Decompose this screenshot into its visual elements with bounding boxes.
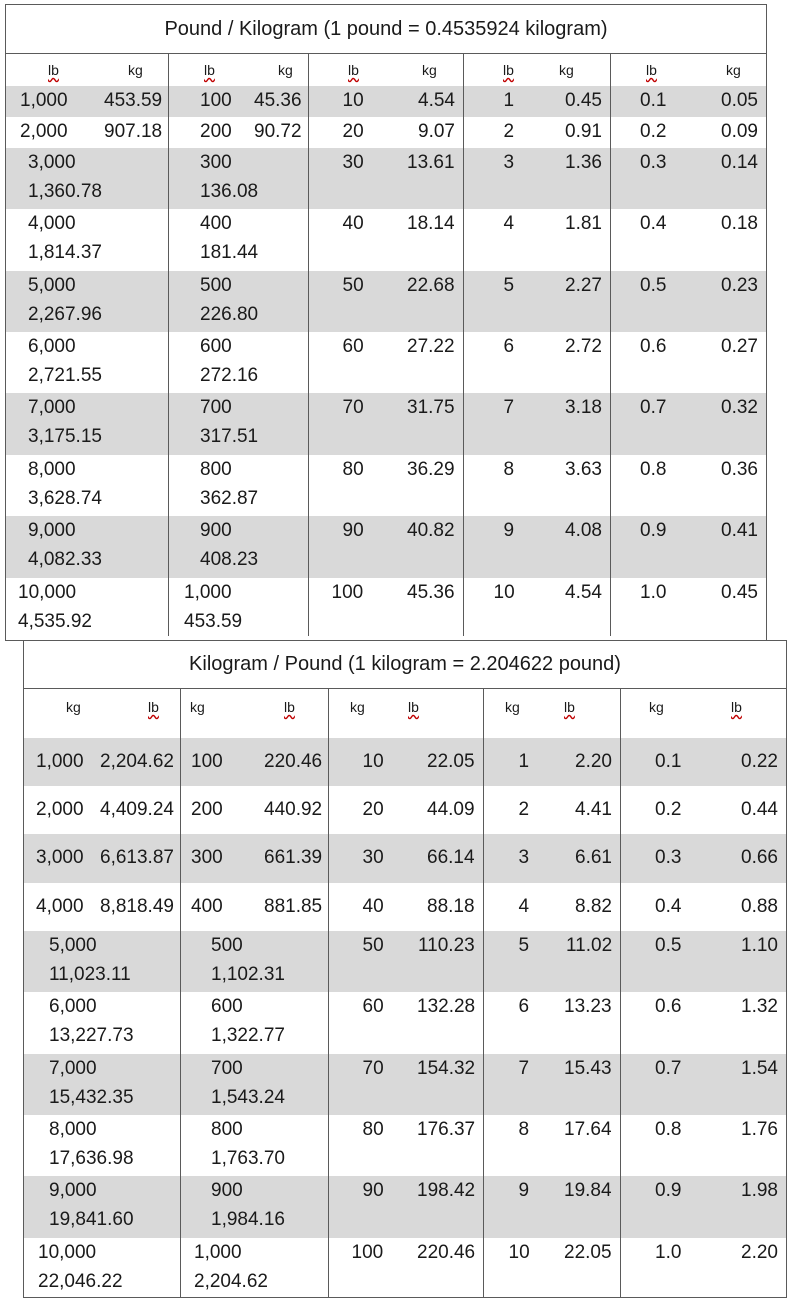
cell-converted: 110.23 [418, 935, 475, 956]
cell-converted: 907.18 [104, 121, 163, 142]
cell-converted: 1.10 [741, 935, 778, 956]
table-row [24, 738, 786, 786]
cell-value: 0.2 [640, 121, 667, 142]
cell-converted: 1,322.77 [211, 1025, 285, 1046]
cell-value: 30 [362, 847, 384, 868]
cell-converted: 4,082.33 [28, 549, 102, 570]
column-divider [463, 54, 464, 636]
cell-converted: 13,227.73 [49, 1025, 134, 1046]
cell-value: 80 [342, 459, 364, 480]
cell-converted: 181.44 [200, 242, 259, 263]
cell-converted: 317.51 [200, 426, 259, 447]
table-title: Pound / Kilogram (1 pound = 0.4535924 kilogram) [6, 5, 766, 54]
cell-converted: 8.82 [575, 896, 612, 917]
cell-converted: 1,763.70 [211, 1148, 285, 1169]
cell-converted: 88.18 [427, 896, 475, 917]
column-divider [328, 689, 329, 1297]
column-divider [168, 54, 169, 636]
cell-value: 4 [503, 213, 515, 234]
cell-value: 20 [342, 121, 364, 142]
cell-converted: 17.64 [564, 1119, 612, 1140]
cell-value: 20 [362, 799, 384, 820]
cell-value: 10,000 [38, 1242, 97, 1263]
column-header-lb: lb [731, 699, 742, 715]
cell-converted: 22.05 [427, 751, 475, 772]
cell-converted: 408.23 [200, 549, 259, 570]
cell-value: 1,000 [20, 90, 68, 111]
cell-value: 200 [200, 121, 232, 142]
cell-value: 0.4 [640, 213, 667, 234]
cell-value: 500 [211, 935, 243, 956]
cell-value: 10,000 [18, 582, 77, 603]
cell-value: 1,000 [194, 1242, 242, 1263]
table-row [24, 1115, 786, 1176]
column-header-lb: lb [148, 699, 159, 715]
cell-value: 9,000 [28, 520, 76, 541]
table-row [24, 1054, 786, 1115]
cell-converted: 272.16 [200, 365, 259, 386]
cell-value: 1,000 [184, 582, 232, 603]
cell-value: 0.5 [640, 275, 667, 296]
cell-value: 0.2 [655, 799, 682, 820]
column-header-kg: kg [350, 699, 365, 715]
cell-value: 400 [191, 896, 223, 917]
table-row [6, 117, 766, 148]
column-header-kg: kg [726, 62, 741, 78]
cell-value: 50 [362, 935, 384, 956]
table-row [24, 834, 786, 883]
cell-value: 2,000 [36, 799, 84, 820]
cell-value: 7,000 [28, 397, 76, 418]
cell-converted: 22.68 [407, 275, 455, 296]
cell-value: 800 [200, 459, 232, 480]
cell-value: 300 [191, 847, 223, 868]
cell-value: 10 [493, 582, 515, 603]
cell-converted: 31.75 [407, 397, 455, 418]
cell-converted: 0.41 [721, 520, 758, 541]
cell-value: 0.8 [640, 459, 667, 480]
table-row [24, 1238, 786, 1297]
cell-value: 0.4 [655, 896, 682, 917]
cell-value: 70 [342, 397, 364, 418]
cell-value: 100 [191, 751, 223, 772]
cell-converted: 45.36 [407, 582, 455, 603]
table-row [6, 86, 766, 117]
cell-converted: 17,636.98 [49, 1148, 134, 1169]
kilogram-to-pound-table [23, 640, 787, 1298]
column-header-kg: kg [505, 699, 520, 715]
cell-converted: 132.28 [417, 996, 476, 1017]
cell-converted: 2,204.62 [194, 1271, 268, 1292]
cell-converted: 3,628.74 [28, 488, 102, 509]
cell-converted: 66.14 [427, 847, 475, 868]
cell-converted: 0.14 [721, 152, 758, 173]
cell-value: 0.1 [640, 90, 667, 111]
cell-converted: 15,432.35 [49, 1087, 134, 1108]
cell-value: 7 [518, 1058, 530, 1079]
cell-value: 6,000 [28, 336, 76, 357]
column-header-lb: lb [284, 699, 295, 715]
cell-value: 10 [342, 90, 364, 111]
cell-converted: 11,023.11 [49, 964, 131, 985]
table-row [6, 148, 766, 209]
cell-value: 600 [200, 336, 232, 357]
cell-converted: 440.92 [264, 799, 323, 820]
cell-value: 40 [342, 213, 364, 234]
cell-converted: 13.23 [564, 996, 612, 1017]
cell-converted: 1.76 [741, 1119, 778, 1140]
cell-converted: 226.80 [200, 304, 259, 325]
cell-converted: 0.27 [721, 336, 758, 357]
cell-converted: 0.91 [565, 121, 602, 142]
cell-converted: 0.32 [721, 397, 758, 418]
column-header-lb: lb [204, 62, 215, 78]
cell-converted: 1.98 [741, 1180, 778, 1201]
cell-converted: 1,102.31 [211, 964, 285, 985]
cell-converted: 8,818.49 [100, 896, 174, 917]
cell-value: 5,000 [49, 935, 97, 956]
cell-converted: 0.36 [721, 459, 758, 480]
cell-converted: 22,046.22 [38, 1271, 123, 1292]
cell-value: 400 [200, 213, 232, 234]
column-divider [483, 689, 484, 1297]
cell-converted: 40.82 [407, 520, 455, 541]
cell-value: 90 [342, 520, 364, 541]
cell-converted: 1.54 [741, 1058, 778, 1079]
cell-converted: 0.88 [741, 896, 778, 917]
cell-value: 1.0 [640, 582, 667, 603]
cell-value: 7,000 [49, 1058, 97, 1079]
table-grid [6, 54, 766, 636]
column-divider [180, 689, 181, 1297]
cell-value: 6 [518, 996, 530, 1017]
cell-converted: 1,814.37 [28, 242, 102, 263]
cell-value: 0.3 [655, 847, 682, 868]
cell-value: 0.7 [640, 397, 667, 418]
cell-value: 70 [362, 1058, 384, 1079]
cell-converted: 4.54 [418, 90, 455, 111]
table-row [6, 578, 766, 636]
cell-converted: 2.20 [741, 1242, 778, 1263]
column-divider [308, 54, 309, 636]
cell-converted: 36.29 [407, 459, 455, 480]
cell-value: 40 [362, 896, 384, 917]
column-header-lb: lb [564, 699, 575, 715]
cell-converted: 198.42 [417, 1180, 476, 1201]
cell-converted: 0.45 [565, 90, 602, 111]
cell-converted: 2,204.62 [100, 751, 174, 772]
cell-value: 4,000 [36, 896, 84, 917]
cell-value: 0.5 [655, 935, 682, 956]
cell-converted: 0.45 [721, 582, 758, 603]
cell-converted: 22.05 [564, 1242, 612, 1263]
cell-converted: 1.81 [565, 213, 602, 234]
cell-value: 0.7 [655, 1058, 682, 1079]
cell-converted: 19,841.60 [49, 1209, 134, 1230]
table-row [6, 455, 766, 516]
cell-value: 5 [518, 935, 530, 956]
cell-value: 500 [200, 275, 232, 296]
cell-converted: 3.18 [565, 397, 602, 418]
cell-converted: 661.39 [264, 847, 323, 868]
cell-converted: 27.22 [407, 336, 455, 357]
cell-converted: 1,360.78 [28, 181, 102, 202]
cell-converted: 44.09 [427, 799, 475, 820]
cell-value: 3 [518, 847, 530, 868]
cell-value: 800 [211, 1119, 243, 1140]
cell-value: 10 [362, 751, 384, 772]
column-header-lb: lb [48, 62, 59, 78]
cell-converted: 15.43 [564, 1058, 612, 1079]
cell-converted: 19.84 [564, 1180, 612, 1201]
cell-value: 8 [503, 459, 515, 480]
cell-value: 9,000 [49, 1180, 97, 1201]
cell-value: 2 [518, 799, 530, 820]
cell-value: 6 [503, 336, 515, 357]
column-header-lb: lb [646, 62, 657, 78]
header-row [24, 689, 786, 739]
cell-converted: 220.46 [417, 1242, 476, 1263]
cell-converted: 2,721.55 [28, 365, 102, 386]
cell-converted: 0.66 [741, 847, 778, 868]
cell-value: 1.0 [655, 1242, 682, 1263]
cell-converted: 220.46 [264, 751, 323, 772]
cell-value: 60 [362, 996, 384, 1017]
cell-value: 0.1 [655, 751, 682, 772]
cell-value: 0.8 [655, 1119, 682, 1140]
cell-converted: 18.14 [407, 213, 455, 234]
cell-value: 1 [503, 90, 515, 111]
cell-value: 300 [200, 152, 232, 173]
column-header-kg: kg [649, 699, 664, 715]
table-title: Kilogram / Pound (1 kilogram = 2.204622 pound) [24, 641, 786, 689]
cell-converted: 2.20 [575, 751, 612, 772]
column-header-lb: lb [503, 62, 514, 78]
cell-value: 2,000 [20, 121, 68, 142]
cell-converted: 362.87 [200, 488, 259, 509]
cell-value: 8 [518, 1119, 530, 1140]
cell-value: 0.6 [655, 996, 682, 1017]
column-header-kg: kg [66, 699, 81, 715]
cell-value: 50 [342, 275, 364, 296]
cell-converted: 2.72 [565, 336, 602, 357]
cell-value: 100 [331, 582, 364, 603]
cell-converted: 0.23 [721, 275, 758, 296]
column-header-kg: kg [278, 62, 293, 78]
cell-converted: 90.72 [254, 121, 302, 142]
cell-value: 0.9 [640, 520, 667, 541]
column-divider [620, 689, 621, 1297]
table-row [24, 992, 786, 1054]
column-header-kg: kg [559, 62, 574, 78]
cell-value: 3,000 [36, 847, 84, 868]
cell-converted: 0.44 [741, 799, 778, 820]
cell-converted: 176.37 [417, 1119, 476, 1140]
table-row [6, 393, 766, 455]
cell-converted: 11.02 [566, 935, 613, 956]
cell-converted: 453.59 [184, 611, 243, 632]
cell-value: 700 [200, 397, 232, 418]
cell-value: 900 [211, 1180, 243, 1201]
cell-converted: 881.85 [264, 896, 323, 917]
cell-value: 1 [518, 751, 530, 772]
column-header-lb: lb [348, 62, 359, 78]
cell-converted: 2.27 [565, 275, 602, 296]
table-row [24, 883, 786, 931]
table-row [24, 786, 786, 834]
cell-value: 8,000 [28, 459, 76, 480]
cell-converted: 0.05 [721, 90, 758, 111]
header-row [6, 54, 766, 87]
cell-value: 8,000 [49, 1119, 97, 1140]
cell-converted: 45.36 [254, 90, 302, 111]
cell-value: 2 [503, 121, 515, 142]
table-row [6, 209, 766, 271]
cell-converted: 136.08 [200, 181, 259, 202]
cell-converted: 1,984.16 [211, 1209, 285, 1230]
column-header-lb: lb [408, 699, 419, 715]
cell-converted: 3.63 [565, 459, 602, 480]
cell-converted: 453.59 [104, 90, 163, 111]
cell-converted: 13.61 [407, 152, 455, 173]
cell-converted: 9.07 [418, 121, 455, 142]
cell-value: 0.3 [640, 152, 667, 173]
cell-value: 700 [211, 1058, 243, 1079]
cell-value: 9 [503, 520, 515, 541]
cell-value: 100 [200, 90, 232, 111]
cell-converted: 3,175.15 [28, 426, 102, 447]
table-row [24, 931, 786, 992]
table-row [6, 332, 766, 393]
pound-to-kilogram-table [5, 4, 767, 641]
table-row [24, 1176, 786, 1238]
cell-value: 900 [200, 520, 232, 541]
cell-value: 7 [503, 397, 515, 418]
cell-value: 1,000 [36, 751, 84, 772]
cell-converted: 154.32 [417, 1058, 476, 1079]
cell-converted: 4,535.92 [18, 611, 92, 632]
table-row [6, 516, 766, 578]
column-header-kg: kg [190, 699, 205, 715]
cell-converted: 4.08 [565, 520, 602, 541]
cell-converted: 1.32 [741, 996, 778, 1017]
cell-value: 0.6 [640, 336, 667, 357]
cell-converted: 2,267.96 [28, 304, 102, 325]
cell-value: 4 [518, 896, 530, 917]
table-row [6, 271, 766, 332]
cell-converted: 0.22 [741, 751, 778, 772]
cell-value: 4,000 [28, 213, 76, 234]
cell-converted: 1.36 [565, 152, 602, 173]
column-header-kg: kg [422, 62, 437, 78]
column-divider [610, 54, 611, 636]
cell-value: 9 [518, 1180, 530, 1201]
cell-value: 10 [508, 1242, 530, 1263]
cell-value: 80 [362, 1119, 384, 1140]
table-grid [24, 689, 786, 1297]
cell-converted: 1,543.24 [211, 1087, 285, 1108]
cell-value: 0.9 [655, 1180, 682, 1201]
cell-value: 30 [342, 152, 364, 173]
cell-value: 3,000 [28, 152, 76, 173]
cell-converted: 6.61 [575, 847, 612, 868]
cell-converted: 4.41 [575, 799, 612, 820]
cell-value: 3 [503, 152, 515, 173]
cell-converted: 6,613.87 [100, 847, 174, 868]
cell-converted: 0.09 [721, 121, 758, 142]
column-header-kg: kg [128, 62, 143, 78]
cell-converted: 4.54 [565, 582, 602, 603]
cell-converted: 0.18 [721, 213, 758, 234]
cell-value: 600 [211, 996, 243, 1017]
cell-value: 60 [342, 336, 364, 357]
cell-value: 100 [351, 1242, 384, 1263]
cell-value: 5 [503, 275, 515, 296]
cell-value: 200 [191, 799, 223, 820]
cell-value: 90 [362, 1180, 384, 1201]
cell-converted: 4,409.24 [100, 799, 174, 820]
cell-value: 5,000 [28, 275, 76, 296]
cell-value: 6,000 [49, 996, 97, 1017]
